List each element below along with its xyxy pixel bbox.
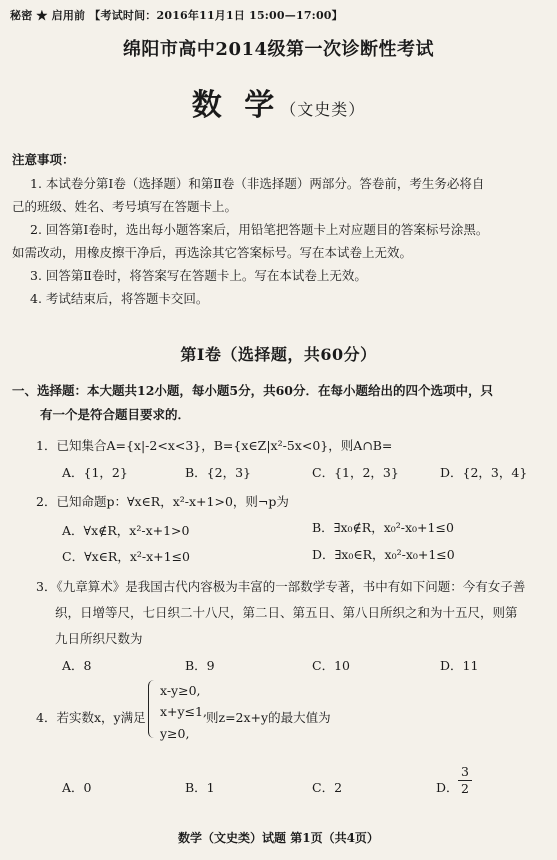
- q1-option-b: B．{2，3}: [185, 465, 251, 480]
- exam-title: 绵阳市高中2014级第一次诊断性考试: [122, 39, 435, 60]
- page-footer: 数学（文史类）试题 第1页（共4页）: [178, 831, 379, 845]
- system-brace: [148, 680, 157, 738]
- q1-option-c: C．{1，2，3}: [312, 465, 399, 480]
- notice-line: 如需改动，用橡皮擦干净后，再选涂其它答案标号。写在本试卷上无效。: [12, 245, 413, 260]
- subject-sub: （文史类）: [280, 100, 366, 119]
- section-title: 第Ⅰ卷（选择题，共60分）: [180, 345, 377, 364]
- q4-option-d: D．: [436, 780, 459, 795]
- q3-option-a: A．8: [62, 658, 92, 673]
- constraint-3: y≥0,: [160, 726, 190, 741]
- question-3-line: 九日所织尺数为: [55, 631, 143, 646]
- subject-main: 数 学: [191, 88, 281, 123]
- fraction-numerator: 3: [461, 764, 469, 779]
- q4-option-b: B．1: [185, 780, 215, 795]
- notice-line: 3. 回答第Ⅱ卷时，将答案写在答题卡上。写在本试卷上无效。: [30, 268, 367, 283]
- question-1-stem: 1．已知集合A={x|-2<x<3}，B={x∈Z|x²-5x<0}，则A∩B=: [36, 438, 393, 453]
- subject-title: [0, 80, 557, 124]
- question-3-line: 织，日增等尺，七日织二十八尺，第二日、第五日、第八日所织之和为十五尺，则第: [55, 605, 518, 620]
- question-4-lead: 4．若实数x，y满足: [36, 710, 146, 725]
- exam-header: 秘密 ★ 启用前 【考试时间：2016年11月1日 15:00—17:00】: [10, 9, 343, 22]
- question-2-stem: 2．已知命题p：∀x∈R，x²-x+1>0，则¬p为: [36, 494, 289, 509]
- fraction-denominator: 2: [461, 781, 469, 796]
- notice-line: 1. 本试卷分第Ⅰ卷（选择题）和第Ⅱ卷（非选择题）两部分。答卷前，考生务必将自: [30, 176, 485, 191]
- q4-option-c: C．2: [312, 780, 343, 795]
- notice-line: 2. 回答第Ⅰ卷时，选出每小题答案后，用铅笔把答题卡上对应题目的答案标号涂黑。: [30, 222, 489, 237]
- notice-heading: 注意事项：: [12, 152, 75, 167]
- q1-option-a: A．{1，2}: [62, 465, 128, 480]
- notice-line: 己的班级、姓名、考号填写在答题卡上。: [12, 199, 238, 214]
- notice-line: 4. 考试结束后，将答题卡交回。: [30, 291, 209, 306]
- q2-option-b: B．∃x₀∉R，x₀²-x₀+1≤0: [312, 520, 454, 535]
- q4-option-a: A．0: [62, 780, 92, 795]
- q1-option-d: D．{2，3，4}: [440, 465, 528, 480]
- question-4-tail: 则z=2x+y的最大值为: [206, 710, 331, 725]
- part-intro-cont: 有一个是符合题目要求的．: [40, 407, 191, 422]
- q2-option-d: D．∃x₀∈R，x₀²-x₀+1≤0: [312, 547, 455, 562]
- q2-option-a: A．∀x∉R，x²-x+1>0: [62, 523, 190, 538]
- q3-option-b: B．9: [185, 658, 215, 673]
- q4-option-d-fraction: [458, 765, 472, 796]
- q3-option-d: D．11: [440, 658, 479, 673]
- q2-option-c: C．∀x∈R，x²-x+1≤0: [62, 549, 191, 564]
- constraint-1: x-y≥0,: [160, 683, 201, 698]
- question-3-line: 3．《九章算术》是我国古代内容极为丰富的一部数学专著，书中有如下问题：今有女子善: [36, 579, 526, 594]
- constraint-2: x+y≤1,: [160, 704, 207, 719]
- q3-option-c: C．10: [312, 658, 350, 673]
- part-intro: 一、选择题：本大题共12小题，每小题5分，共60分．在每小题给出的四个选项中，只: [12, 383, 493, 398]
